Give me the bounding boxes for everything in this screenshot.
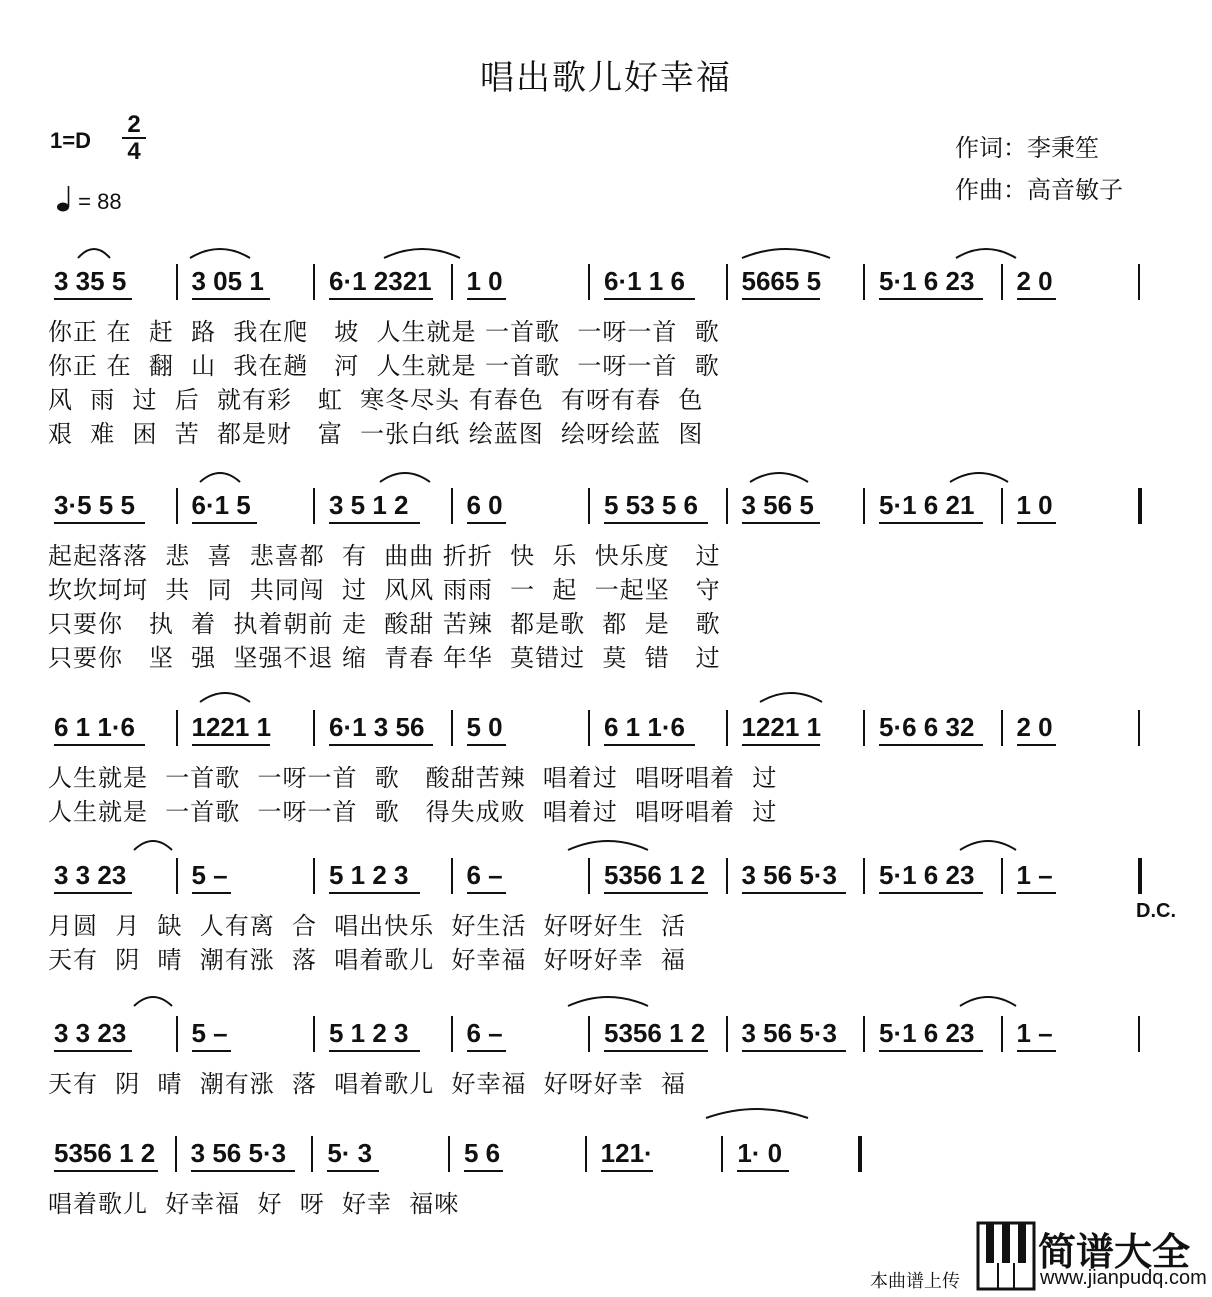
time-signature-top: 2 bbox=[127, 111, 141, 138]
slur-arc bbox=[750, 473, 808, 482]
beam-line bbox=[191, 1170, 295, 1172]
site-logo bbox=[976, 1221, 1206, 1293]
measure: 6·1 3 56 bbox=[329, 712, 425, 742]
bar-line bbox=[176, 858, 178, 894]
beam-line bbox=[604, 522, 708, 524]
bar-line bbox=[588, 488, 590, 524]
measure: 5· 3 bbox=[327, 1138, 373, 1168]
slur-arc bbox=[134, 997, 172, 1006]
slur-arc bbox=[200, 693, 250, 702]
bar-line bbox=[588, 1016, 590, 1052]
time-signature-bottom: 4 bbox=[127, 138, 141, 165]
tempo-marking bbox=[56, 185, 122, 215]
lyric-line: 只要你 坚 强 坚强不退 缩 青春 年华 莫错过 莫 错 过 bbox=[48, 644, 721, 672]
lyric-line: 风 雨 过 后 就有彩 虹 寒冬尽头 有春色 有呀有春 色 bbox=[48, 386, 704, 414]
key-signature: 1=D bbox=[50, 128, 91, 153]
lyricist-credit: 作词：李秉笙 bbox=[955, 134, 1099, 162]
measure: 1221 1 bbox=[191, 712, 272, 742]
measure: 3·5 5 5 bbox=[54, 490, 135, 520]
beam-line bbox=[1017, 1050, 1056, 1052]
beam-line bbox=[879, 892, 983, 894]
measure: 2 0 bbox=[1016, 266, 1053, 296]
dc-mark: D.C. bbox=[1136, 900, 1176, 922]
measure: 5 – bbox=[191, 1018, 228, 1048]
beam-line bbox=[604, 298, 695, 300]
slur-arc bbox=[190, 249, 250, 258]
slur-arc bbox=[78, 249, 110, 258]
beam-line bbox=[192, 522, 257, 524]
bar-line bbox=[313, 710, 315, 746]
beam-line bbox=[54, 892, 132, 894]
bar-line bbox=[863, 1016, 865, 1052]
beam-line bbox=[1017, 522, 1056, 524]
measure: 5 1 2 3 bbox=[329, 1018, 409, 1048]
composer-credit: 作曲：高音敏子 bbox=[955, 176, 1123, 204]
bar-line bbox=[726, 264, 728, 300]
beam-line bbox=[192, 298, 270, 300]
slur-arc bbox=[380, 473, 430, 482]
bar-line bbox=[451, 264, 453, 300]
beam-line bbox=[1017, 892, 1056, 894]
measure: 3 3 23 bbox=[54, 1018, 127, 1048]
lyric-line: 唱着歌儿 好幸福 好 呀 好幸 福唻 bbox=[48, 1190, 460, 1218]
beam-line bbox=[54, 1170, 158, 1172]
beam-line bbox=[1017, 744, 1056, 746]
bar-line bbox=[176, 1016, 178, 1052]
lyric-line: 人生就是 一首歌 一呀一首 歌 酸甜苦辣 唱着过 唱呀唱着 过 bbox=[48, 764, 778, 792]
measure: 5·1 6 23 bbox=[879, 1018, 975, 1048]
bar-line bbox=[1138, 710, 1140, 746]
measure: 6 – bbox=[466, 860, 503, 890]
beam-line bbox=[879, 522, 983, 524]
bar-line bbox=[451, 858, 453, 894]
bar-line bbox=[313, 1016, 315, 1052]
bar-line bbox=[863, 710, 865, 746]
bar-line bbox=[858, 1136, 862, 1172]
beam-line bbox=[604, 744, 695, 746]
bar-line bbox=[311, 1136, 313, 1172]
logo-text: 简谱大全 bbox=[1038, 1230, 1191, 1274]
tempo-value: = 88 bbox=[78, 189, 122, 214]
measure: 5 6 bbox=[464, 1138, 501, 1168]
beam-line bbox=[742, 744, 820, 746]
measure: 6·1 5 bbox=[191, 490, 251, 520]
beam-line bbox=[1017, 298, 1056, 300]
measure: 5·6 6 32 bbox=[879, 712, 975, 742]
slur-arc bbox=[134, 841, 172, 850]
bar-line bbox=[1138, 488, 1142, 524]
beam-line bbox=[329, 744, 433, 746]
bar-line bbox=[1001, 488, 1003, 524]
lyric-line: 天有 阴 晴 潮有涨 落 唱着歌儿 好幸福 好呀好幸 福 bbox=[48, 946, 687, 974]
beam-line bbox=[329, 892, 420, 894]
bar-line bbox=[1001, 710, 1003, 746]
measure: 3 56 5·3 bbox=[741, 860, 837, 890]
lyric-line: 人生就是 一首歌 一呀一首 歌 得失成败 唱着过 唱呀唱着 过 bbox=[48, 798, 778, 826]
beam-line bbox=[54, 298, 132, 300]
beam-line bbox=[464, 1170, 503, 1172]
footer-note: 本曲谱上传 bbox=[870, 1271, 960, 1292]
measure: 3 05 1 bbox=[191, 266, 264, 296]
measure: 5 – bbox=[191, 860, 228, 890]
slur-arc bbox=[568, 997, 648, 1006]
measure: 5356 1 2 bbox=[54, 1138, 156, 1168]
measure: 5·1 6 21 bbox=[879, 490, 975, 520]
bar-line bbox=[1001, 1016, 1003, 1052]
slur-arc bbox=[568, 841, 648, 850]
measure: 1 – bbox=[1016, 860, 1053, 890]
measure: 5356 1 2 bbox=[604, 1018, 706, 1048]
measure: 1221 1 bbox=[741, 712, 822, 742]
measure: 3 56 5·3 bbox=[190, 1138, 287, 1168]
bar-line bbox=[448, 1136, 450, 1172]
measure: 5 1 2 3 bbox=[329, 860, 409, 890]
bar-line bbox=[721, 1136, 723, 1172]
measure: 5 53 5 6 bbox=[604, 490, 698, 520]
bar-line bbox=[726, 1016, 728, 1052]
bar-line bbox=[1138, 1016, 1140, 1052]
measure: 3 56 5 bbox=[741, 490, 814, 520]
measure: 5 0 bbox=[466, 712, 503, 742]
song-title: 唱出歌儿好幸福 bbox=[480, 58, 732, 98]
slur-arc bbox=[742, 249, 830, 258]
bar-line bbox=[726, 858, 728, 894]
bar-line bbox=[863, 858, 865, 894]
beam-line bbox=[467, 522, 506, 524]
measure: 6 0 bbox=[466, 490, 503, 520]
beam-line bbox=[54, 1050, 132, 1052]
bar-line bbox=[313, 488, 315, 524]
beam-line bbox=[54, 522, 145, 524]
beam-line bbox=[737, 1170, 789, 1172]
beam-line bbox=[329, 522, 420, 524]
beam-line bbox=[742, 892, 846, 894]
beam-line bbox=[879, 744, 983, 746]
measure: 5665 5 bbox=[741, 266, 822, 296]
beam-line bbox=[467, 298, 506, 300]
bar-line bbox=[1001, 858, 1003, 894]
measure: 5·1 6 23 bbox=[879, 266, 975, 296]
measure: 6·1 1 6 bbox=[604, 266, 685, 296]
measure: 5356 1 2 bbox=[604, 860, 706, 890]
beam-line bbox=[601, 1170, 653, 1172]
bar-line bbox=[1138, 264, 1140, 300]
measure: 3 56 5·3 bbox=[741, 1018, 837, 1048]
beam-line bbox=[467, 1050, 506, 1052]
bar-line bbox=[588, 710, 590, 746]
measure: 6 1 1·6 bbox=[604, 712, 685, 742]
bar-line bbox=[588, 858, 590, 894]
lyric-line: 天有 阴 晴 潮有涨 落 唱着歌儿 好幸福 好呀好幸 福 bbox=[48, 1070, 687, 1098]
beam-line bbox=[467, 892, 506, 894]
bar-line bbox=[1138, 858, 1142, 894]
bar-line bbox=[175, 1136, 177, 1172]
bar-line bbox=[726, 488, 728, 524]
lyric-line: 艰 难 困 苦 都是财 富 一张白纸 绘蓝图 绘呀绘蓝 图 bbox=[48, 420, 704, 448]
lyric-line: 只要你 执 着 执着朝前 走 酸甜 苦辣 都是歌 都 是 歌 bbox=[48, 610, 721, 638]
measure: 1 0 bbox=[466, 266, 503, 296]
measure: 3 5 1 2 bbox=[329, 490, 409, 520]
lyric-line: 起起落落 悲 喜 悲喜都 有 曲曲 折折 快 乐 快乐度 过 bbox=[48, 542, 721, 570]
beam-line bbox=[327, 1170, 379, 1172]
measure: 3 35 5 bbox=[54, 266, 127, 296]
measure: 121· bbox=[600, 1138, 653, 1168]
slur-arc bbox=[956, 249, 1016, 258]
bar-line bbox=[1001, 264, 1003, 300]
bar-line bbox=[176, 264, 178, 300]
quarter-note-icon bbox=[56, 185, 72, 213]
bar-line bbox=[176, 710, 178, 746]
measure: 6 – bbox=[466, 1018, 503, 1048]
logo-url: www.jianpudq.com bbox=[1040, 1267, 1207, 1289]
bar-line bbox=[863, 264, 865, 300]
bar-line bbox=[726, 710, 728, 746]
bar-line bbox=[313, 264, 315, 300]
beam-line bbox=[192, 744, 270, 746]
beam-line bbox=[742, 1050, 846, 1052]
beam-line bbox=[192, 1050, 231, 1052]
time-signature bbox=[122, 112, 146, 164]
beam-line bbox=[192, 892, 231, 894]
measure: 5·1 6 23 bbox=[879, 860, 975, 890]
beam-line bbox=[742, 522, 820, 524]
bar-line bbox=[588, 264, 590, 300]
measure: 1· 0 bbox=[737, 1138, 783, 1168]
measure: 3 3 23 bbox=[54, 860, 127, 890]
lyric-line: 你正 在 赶 路 我在爬 坡 人生就是 一首歌 一呀一首 歌 bbox=[48, 318, 720, 346]
bar-line bbox=[313, 858, 315, 894]
beam-line bbox=[54, 744, 145, 746]
measure: 1 0 bbox=[1016, 490, 1053, 520]
lyric-line: 坎坎坷坷 共 同 共同闯 过 风风 雨雨 一 起 一起坚 守 bbox=[48, 576, 721, 604]
slur-arc bbox=[760, 693, 822, 702]
bar-line bbox=[451, 488, 453, 524]
bar-line bbox=[863, 488, 865, 524]
beam-line bbox=[604, 1050, 708, 1052]
bar-line bbox=[176, 488, 178, 524]
measure: 2 0 bbox=[1016, 712, 1053, 742]
lyric-line: 你正 在 翻 山 我在趟 河 人生就是 一首歌 一呀一首 歌 bbox=[48, 352, 720, 380]
beam-line bbox=[329, 298, 433, 300]
slur-arc bbox=[950, 473, 1008, 482]
lyric-line: 月圆 月 缺 人有离 合 唱出快乐 好生活 好呀好生 活 bbox=[48, 912, 687, 940]
measure: 6·1 2321 bbox=[329, 266, 432, 296]
measure: 1 – bbox=[1016, 1018, 1053, 1048]
beam-line bbox=[742, 298, 820, 300]
beam-line bbox=[879, 298, 983, 300]
beam-line bbox=[879, 1050, 983, 1052]
bar-line bbox=[451, 1016, 453, 1052]
measure: 6 1 1·6 bbox=[54, 712, 135, 742]
slur-arc bbox=[200, 473, 240, 482]
slur-arc bbox=[384, 249, 460, 258]
beam-line bbox=[604, 892, 708, 894]
slur-arc bbox=[960, 841, 1016, 850]
beam-line bbox=[467, 744, 506, 746]
beam-line bbox=[329, 1050, 420, 1052]
slur-arc bbox=[706, 1109, 808, 1118]
bar-line bbox=[585, 1136, 587, 1172]
slur-arc bbox=[960, 997, 1016, 1006]
bar-line bbox=[451, 710, 453, 746]
